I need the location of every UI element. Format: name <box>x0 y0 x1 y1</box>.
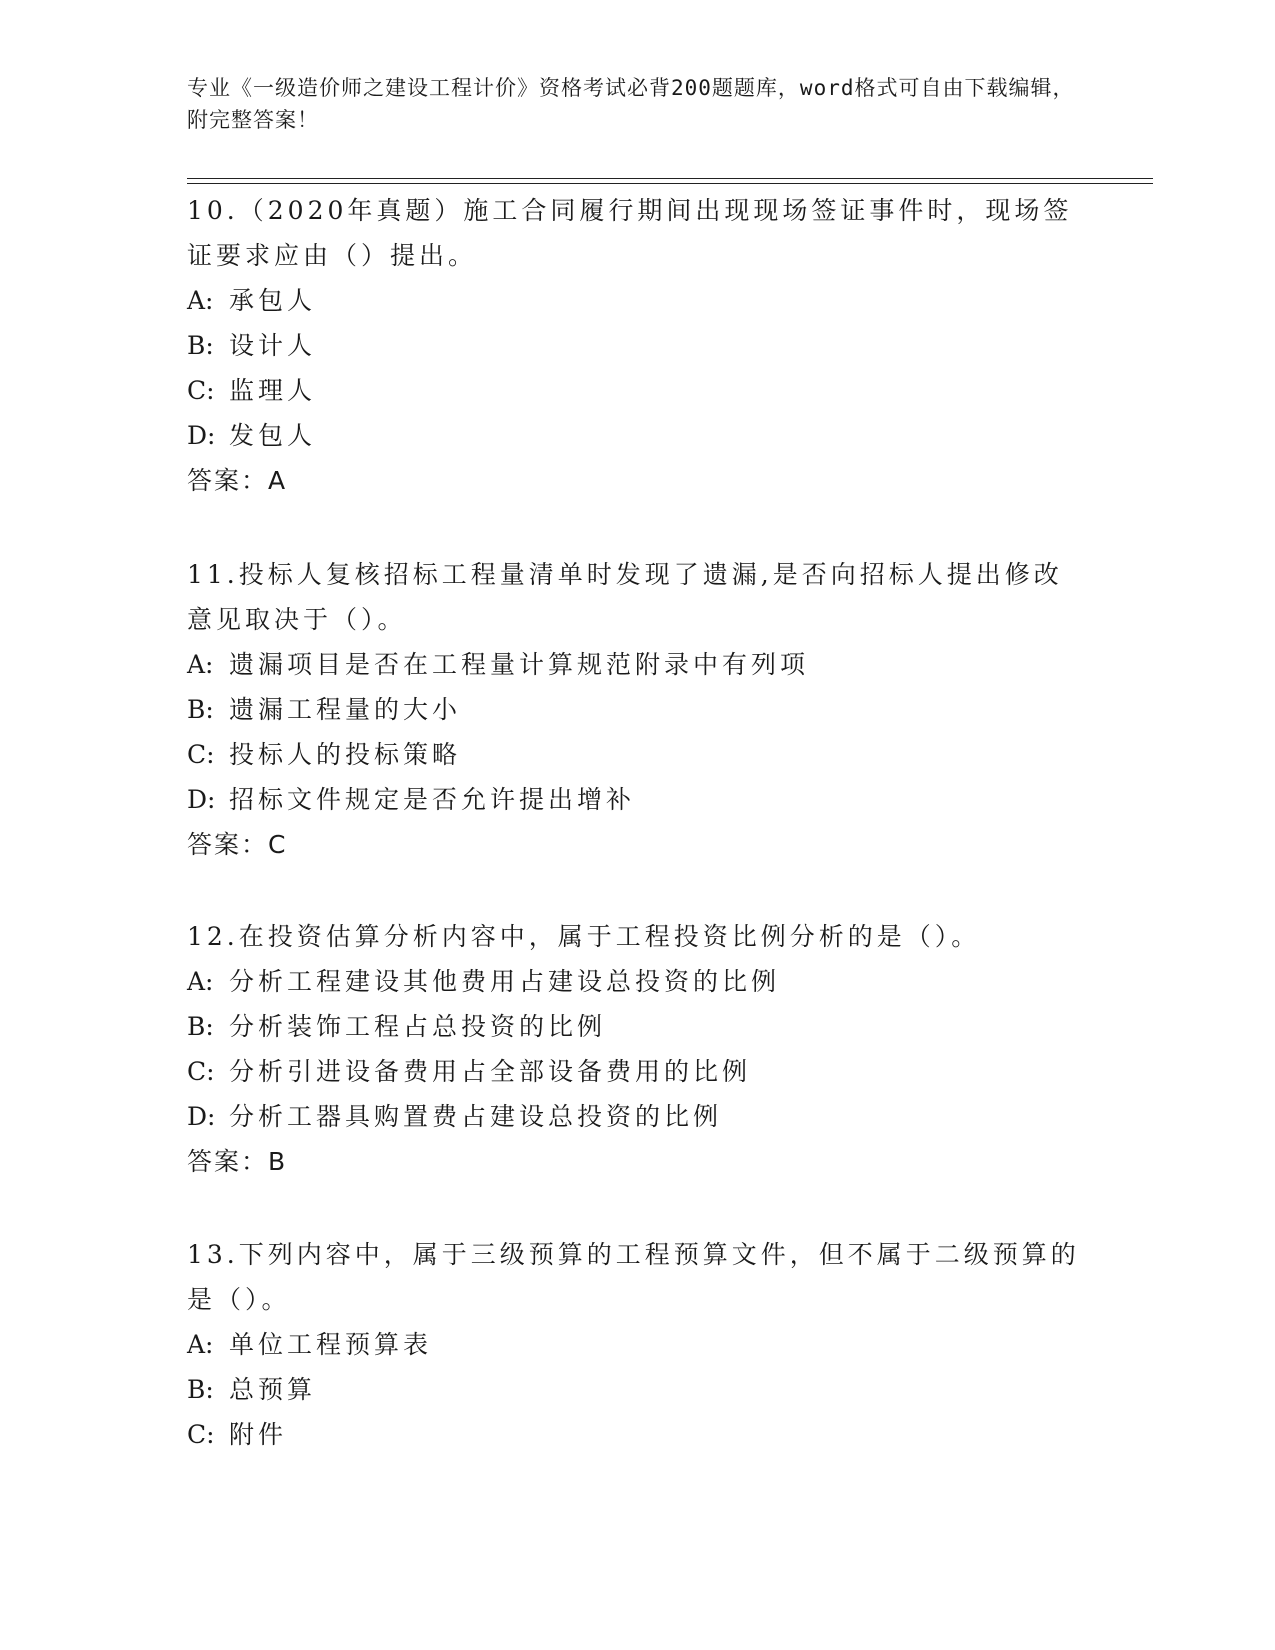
option-text: 附件 <box>229 1420 288 1449</box>
question-12 <box>187 914 1087 1184</box>
question-stem: 10.（2020年真题）施工合同履行期间出现现场签证事件时，现场签证要求应由（）提出。 <box>187 196 1073 270</box>
option-text: 遗漏项目是否在工程量计算规范附录中有列项 <box>229 650 810 679</box>
option-text: 承包人 <box>229 286 317 315</box>
option-label: A: <box>187 967 214 996</box>
option-a <box>187 1322 1087 1367</box>
option-text: 遗漏工程量的大小 <box>229 695 462 724</box>
option-b <box>187 323 1087 368</box>
option-label: C: <box>187 740 215 769</box>
option-text: 监理人 <box>229 376 317 405</box>
option-c <box>187 732 1087 777</box>
option-text: 总预算 <box>229 1375 317 1404</box>
option-d <box>187 413 1087 458</box>
option-b <box>187 1004 1087 1049</box>
option-label: D: <box>187 785 216 814</box>
option-text: 招标文件规定是否允许提出增补 <box>229 785 636 814</box>
option-text: 分析装饰工程占总投资的比例 <box>229 1012 607 1041</box>
document-header: 专业《一级造价师之建设工程计价》资格考试必背200题题库，word格式可自由下载编辑，附完整答案！ <box>187 76 1075 132</box>
option-text: 分析工程建设其他费用占建设总投资的比例 <box>229 967 781 996</box>
option-label: D: <box>187 1102 216 1131</box>
option-a <box>187 642 1087 687</box>
option-label: B: <box>187 331 214 360</box>
option-label: B: <box>187 1375 214 1404</box>
option-text: 单位工程预算表 <box>229 1330 433 1359</box>
option-label: A: <box>187 1330 214 1359</box>
option-label: D: <box>187 421 216 450</box>
header-rule-top <box>187 178 1153 179</box>
option-label: B: <box>187 695 214 724</box>
option-d <box>187 1094 1087 1139</box>
option-b <box>187 1367 1087 1412</box>
option-c <box>187 1049 1087 1094</box>
option-text: 分析引进设备费用占全部设备费用的比例 <box>229 1057 752 1086</box>
answer: 答案：A <box>187 466 288 495</box>
question-10 <box>187 188 1087 503</box>
answer: 答案：C <box>187 830 288 859</box>
option-label: C: <box>187 1420 215 1449</box>
option-label: C: <box>187 376 215 405</box>
question-11 <box>187 552 1087 867</box>
option-label: A: <box>187 286 214 315</box>
option-text: 投标人的投标策略 <box>229 740 462 769</box>
option-label: B: <box>187 1012 214 1041</box>
option-b <box>187 687 1087 732</box>
option-c <box>187 368 1087 413</box>
header-rule-bottom <box>187 183 1153 184</box>
answer: 答案：B <box>187 1147 288 1176</box>
option-c <box>187 1412 1087 1457</box>
option-text: 发包人 <box>229 421 317 450</box>
question-13 <box>187 1232 1087 1457</box>
option-a <box>187 959 1087 1004</box>
question-stem: 13.下列内容中，属于三级预算的工程预算文件，但不属于二级预算的是（）。 <box>187 1240 1080 1314</box>
option-text: 分析工器具购置费占建设总投资的比例 <box>229 1102 723 1131</box>
question-stem: 12.在投资估算分析内容中，属于工程投资比例分析的是（）。 <box>187 922 981 951</box>
option-text: 设计人 <box>229 331 317 360</box>
option-d <box>187 777 1087 822</box>
option-a <box>187 278 1087 323</box>
option-label: A: <box>187 650 214 679</box>
option-label: C: <box>187 1057 215 1086</box>
question-stem: 11.投标人复核招标工程量清单时发现了遗漏,是否向招标人提出修改意见取决于（）。 <box>187 560 1063 634</box>
